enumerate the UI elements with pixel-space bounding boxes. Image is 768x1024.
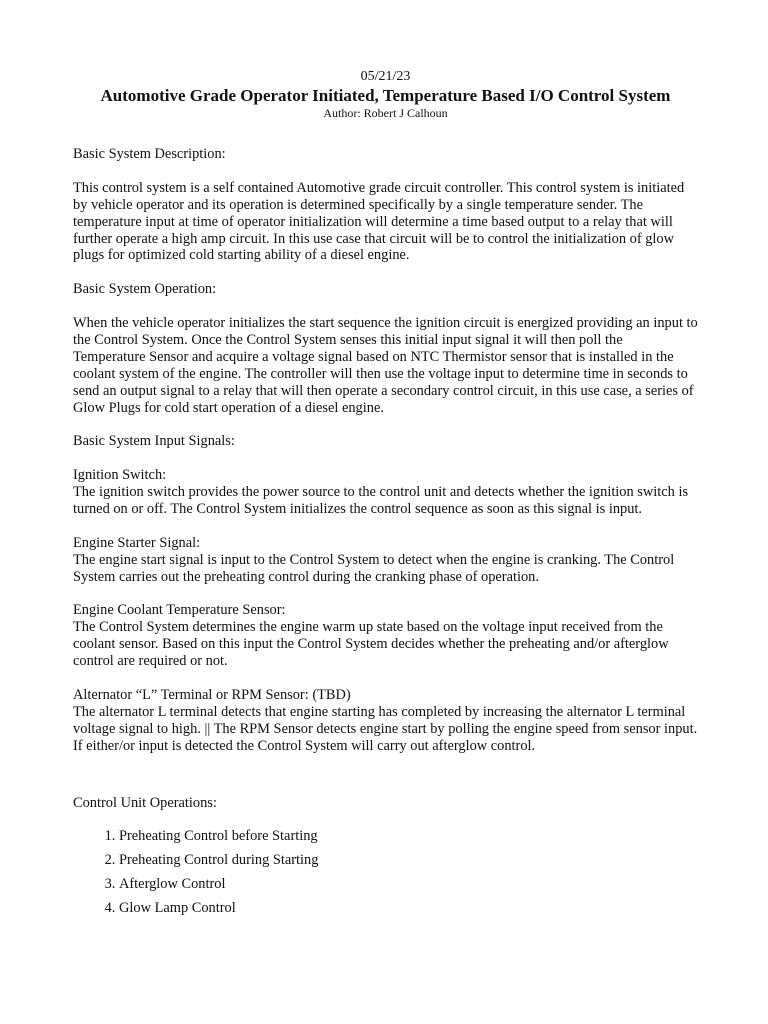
document-page <box>73 68 698 924</box>
input-body-coolant: The Control System determines the engine warm up state based on the voltage input received from the coolant sensor. Based on this input the Control System decides whether the preheating and/or afterglow control are required or not. <box>73 619 669 670</box>
document-date: 05/21/23 <box>360 69 411 84</box>
operations-heading: Control Unit Operations: <box>73 795 217 812</box>
input-body-alternator: The alternator L terminal detects that engine starting has completed by increasing the alternator L terminal voltage signal to high. || The RPM Sensor detects engine start by polling the engine speed from sensor input. If either/or input is detected the Control System will carry out afterglow control. <box>73 703 698 754</box>
list-item: 3. Afterglow Control <box>119 876 698 893</box>
list-item: 4. Glow Lamp Control <box>119 900 698 917</box>
inputs-heading: Basic System Input Signals: <box>73 433 235 450</box>
document-title: Automotive Grade Operator Initiated, Temperature Based I/O Control System <box>100 86 671 105</box>
list-item: 2. Preheating Control during Starting <box>119 852 698 869</box>
operations-list <box>73 828 698 917</box>
input-label-ignition: Ignition Switch: <box>73 467 167 484</box>
description-heading: Basic System Description: <box>73 146 226 162</box>
document-header <box>73 68 698 120</box>
list-item: 1. Preheating Control before Starting <box>119 828 698 845</box>
operation-heading: Basic System Operation: <box>73 281 217 298</box>
document-author: Author: Robert J Calhoun <box>323 106 448 120</box>
input-body-starter: The engine start signal is input to the Control System to detect when the engine is cranking. The Control System carries out the preheating control during the cranking phase of operation. <box>73 551 675 585</box>
input-body-ignition: The ignition switch provides the power source to the control unit and detects whether the ignition switch is turned on or off. The Control System initializes the control sequence as soon as this signal is input. <box>73 484 689 517</box>
operation-body: When the vehicle operator initializes the start sequence the ignition circuit is energized providing an input to the Control System. Once the Control System senses this initial input signal it will then poll the Temperature Sensor and acquire a voltage signal based on NTC Thermistor sensor that is installed in the coolant system of the engine. The controller will then use the voltage input to determine time in seconds to send an output signal to a relay that will then operate a secondary control circuit, in this use case, a series of Glow Plugs for cold start operation of a diesel engine. <box>73 315 698 416</box>
input-label-alternator: Alternator “L” Terminal or RPM Sensor: (TBD) <box>73 686 351 703</box>
input-label-coolant: Engine Coolant Temperature Sensor: <box>73 602 286 619</box>
description-body: This control system is a self contained Automotive grade circuit controller. This control system is initiated by vehicle operator and its operation is determined specifically by a single temperature sender. The temperature input at time of operator initialization will determine a time based output to a relay that will further operate a high amp circuit. In this use case that circuit will be to control the initialization of glow plugs for optimized cold starting ability of a diesel engine. <box>73 179 685 264</box>
input-label-starter: Engine Starter Signal: <box>73 534 201 551</box>
